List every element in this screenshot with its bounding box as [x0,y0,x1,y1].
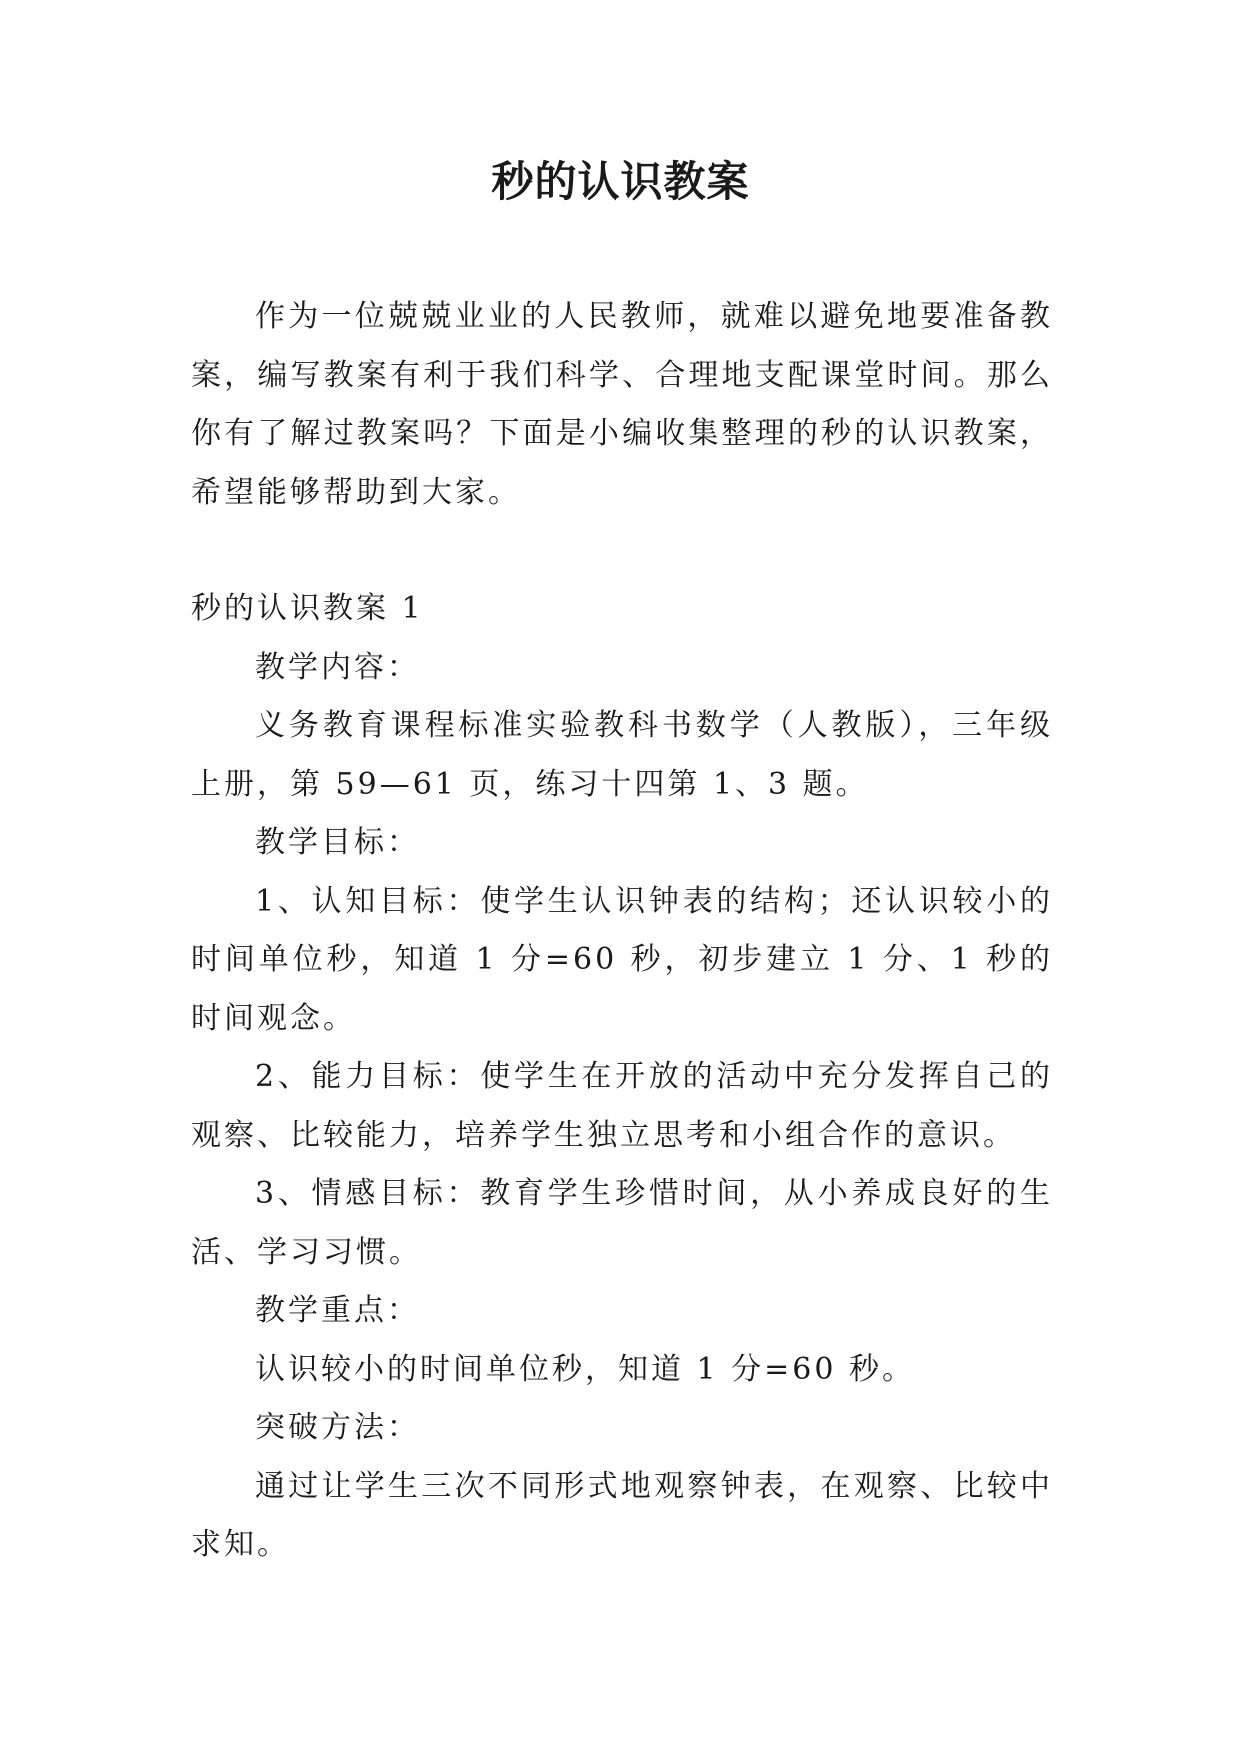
section-heading: 秒的认识教案 1 [191,591,424,626]
key-points-label: 教学重点： [255,1293,420,1328]
teaching-content-text: 义务教育课程标准实验教科书数学（人教版），三年级上册，第 59—61 页，练习十四第 1、3 题。 [191,708,1053,802]
teaching-goals-label: 教学目标： [255,825,420,860]
intro-paragraph: 作为一位兢兢业业的人民教师，就难以避免地要准备教案，编写教案有利于我们科学、合理地支配课堂时间。那么你有了解过教案吗？下面是小编收集整理的秒的认识教案，希望能够帮助到大家。 [191,299,1053,510]
document-body [191,288,1053,1575]
teaching-content-label: 教学内容： [255,649,420,685]
document-title: 秒的认识教案 [491,157,750,206]
paragraph-spacer [191,522,1053,580]
goal-cognitive: 1、认知目标：使学生认识钟表的结构；还认识较小的时间单位秒，知道 1 分=60 秒，初步建立 1 分、1 秒的时间观念。 [191,883,1053,1036]
goal-emotional: 3、情感目标：教育学生珍惜时间，从小养成良好的生活、学习习惯。 [191,1176,1053,1270]
breakthrough-label: 突破方法： [255,1410,420,1445]
goal-ability: 2、能力目标：使学生在开放的活动中充分发挥自己的观察、比较能力，培养学生独立思考和小组合作的意识。 [191,1059,1053,1153]
breakthrough-text: 通过让学生三次不同形式地观察钟表，在观察、比较中求知。 [191,1468,1053,1562]
key-points-text: 认识较小的时间单位秒，知道 1 分=60 秒。 [255,1351,916,1387]
